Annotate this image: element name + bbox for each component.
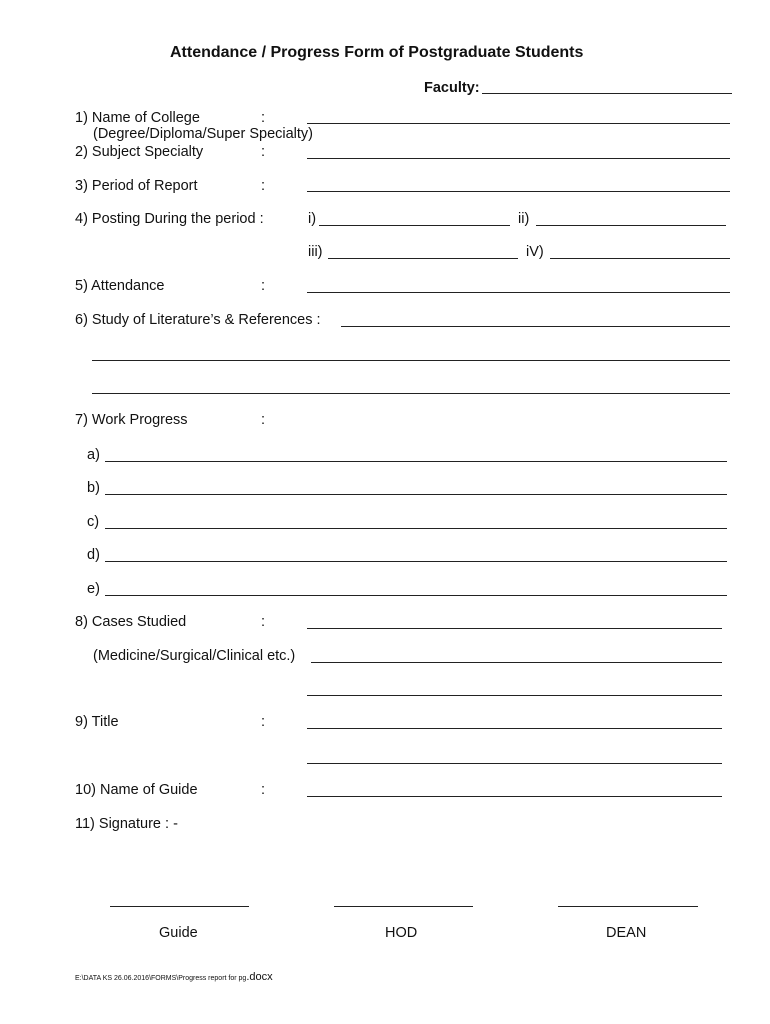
faculty-field[interactable] [482,93,732,94]
work-e-field[interactable] [105,595,727,596]
college-label: 1) Name of College [75,110,200,126]
dean-signatory-label: DEAN [606,925,647,941]
college-colon: : [261,110,266,126]
work-e-label: e) [87,581,100,597]
title-field-label: 9) Title [75,714,119,730]
work-a-label: a) [87,447,100,463]
cases-colon: : [261,614,266,630]
signature-label: 11) Signature : - [75,816,178,832]
college-field[interactable] [307,123,730,124]
posting-label: 4) Posting During the period : [75,211,264,227]
cases-field-2[interactable] [311,662,722,663]
period-label: 3) Period of Report [75,178,198,194]
period-field[interactable] [307,191,730,192]
work-progress-colon: : [261,412,266,428]
work-b-field[interactable] [105,494,727,495]
hod-signatory-label: HOD [385,925,418,941]
attendance-colon: : [261,278,266,294]
work-b-label: b) [87,480,100,496]
posting-iii-field[interactable] [328,258,518,259]
attendance-label: 5) Attendance [75,278,165,294]
cases-field-1[interactable] [307,628,722,629]
cases-field-3[interactable] [307,695,722,696]
page-title: Attendance / Progress Form of Postgraduate Students [170,44,584,61]
work-c-field[interactable] [105,528,727,529]
hod-signature-line[interactable] [334,906,473,907]
attendance-field[interactable] [307,292,730,293]
literature-field-1[interactable] [341,326,730,327]
posting-i-label: i) [308,211,317,227]
footer-ext-text: .docx [246,971,273,983]
guide-name-field[interactable] [307,796,722,797]
subject-colon: : [261,144,266,160]
title-field-colon: : [261,714,266,730]
work-d-label: d) [87,547,100,563]
subject-label: 2) Subject Specialty [75,144,204,160]
college-sublabel: (Degree/Diploma/Super Specialty) [93,126,314,142]
literature-field-2[interactable] [92,360,730,361]
cases-sublabel: (Medicine/Surgical/Clinical etc.) [93,648,296,664]
posting-ii-label: ii) [518,211,530,227]
work-progress-label: 7) Work Progress [75,412,188,428]
work-d-field[interactable] [105,561,727,562]
posting-i-field[interactable] [319,225,510,226]
title-field-2[interactable] [307,763,722,764]
posting-ii-field[interactable] [536,225,726,226]
faculty-label: Faculty: [424,80,480,96]
guide-name-colon: : [261,782,266,798]
posting-iv-label: iV) [526,244,544,260]
posting-iii-label: iii) [308,244,323,260]
posting-iv-field[interactable] [550,258,730,259]
literature-field-3[interactable] [92,393,730,394]
footer-file-path [75,967,273,985]
guide-signatory-label: Guide [159,925,198,941]
footer-path-text: E:\DATA KS 26.06.2016\FORMS\Progress report for pg [75,975,247,982]
cases-label: 8) Cases Studied [75,614,187,630]
literature-label: 6) Study of Literature’s & References : [75,312,321,328]
period-colon: : [261,178,266,194]
work-c-label: c) [87,514,100,530]
title-field-1[interactable] [307,728,722,729]
work-a-field[interactable] [105,461,727,462]
subject-field[interactable] [307,158,730,159]
dean-signature-line[interactable] [558,906,698,907]
guide-signature-line[interactable] [110,906,249,907]
guide-name-label: 10) Name of Guide [75,782,198,798]
